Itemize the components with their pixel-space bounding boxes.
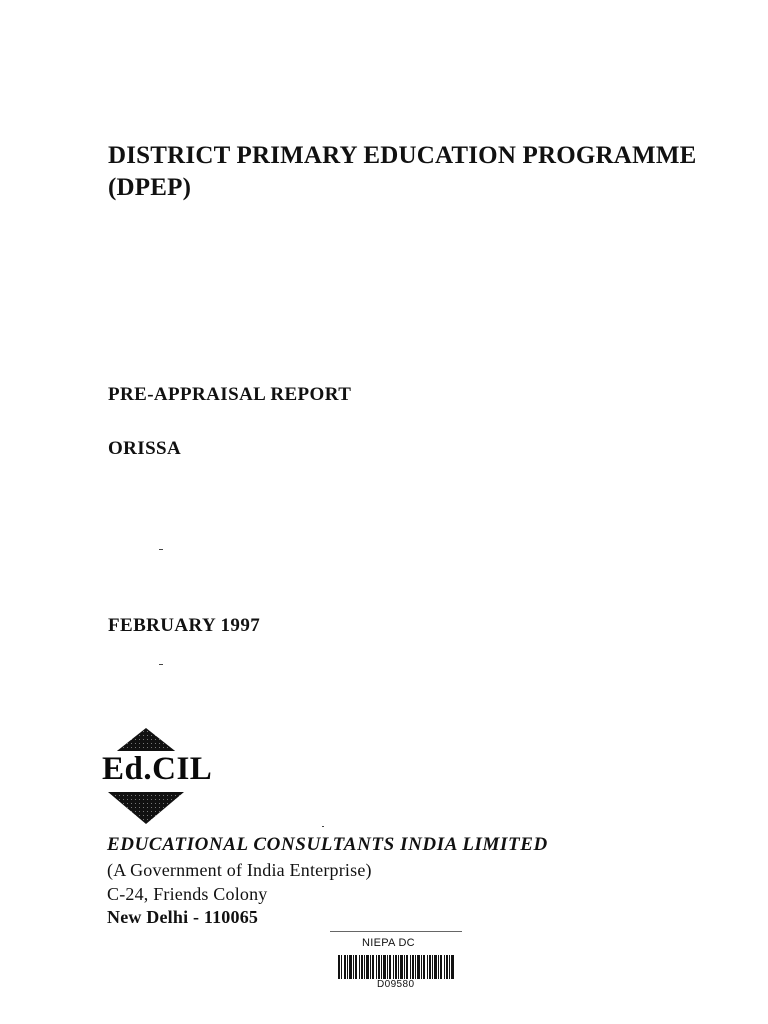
- title-line-2: (DPEP): [108, 174, 192, 201]
- scan-speck: [159, 549, 163, 550]
- edcil-logo: [98, 726, 216, 826]
- organization-subtitle: (A Government of India Enterprise): [107, 860, 372, 880]
- report-date: FEBRUARY 1997: [108, 615, 261, 636]
- logo-text: Ed.CIL: [102, 751, 213, 787]
- state-name: ORISSA: [108, 438, 182, 459]
- scan-speck: [159, 664, 163, 665]
- scan-speck: [322, 826, 324, 827]
- address-line-1: C-24, Friends Colony: [107, 884, 268, 904]
- title-line-1: DISTRICT PRIMARY EDUCATION PROGRAMME: [108, 142, 697, 169]
- address-line-2: New Delhi - 110065: [107, 907, 259, 927]
- accession-number: D09580: [377, 979, 415, 990]
- stamp-rule: [330, 931, 462, 932]
- library-stamp-label: NIEPA DC: [362, 937, 415, 949]
- report-type: PRE-APPRAISAL REPORT: [108, 384, 352, 405]
- barcode: [338, 955, 454, 979]
- organization-name: EDUCATIONAL CONSULTANTS INDIA LIMITED: [107, 834, 548, 855]
- document-title: [108, 140, 697, 204]
